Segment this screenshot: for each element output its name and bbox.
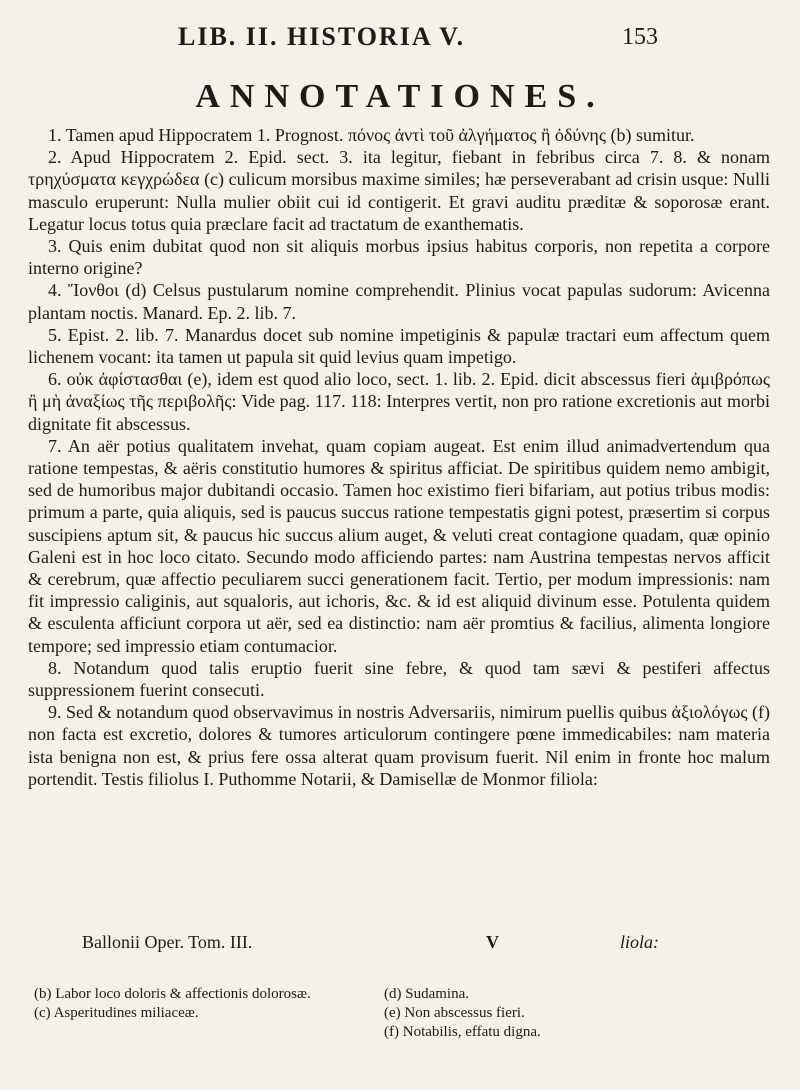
running-title: LIB. II. HISTORIA V. xyxy=(178,22,466,51)
page-number: 153 xyxy=(622,24,658,50)
annotation-9: 9. Sed & notandum quod observavimus in nostris Adversariis, nimirum puellis quibus ἀξιολόγως (f) non facta est excretio, dolores & tumores articulorum contingere pœne immedicabiles: nam materia ista benigna non est, & prius fere ossa alterat quam provisum fuerit. Nil enim in fronte hoc malum portendit. Testis filiolus I. Puthomme Notarii, & Damisellæ de Monmor filiola: xyxy=(28,702,770,789)
footnote-b: (b) Labor loco doloris & affectionis dolorosæ. xyxy=(34,986,311,1002)
annotation-3: 3. Quis enim dubitat quod non sit aliquis morbus ipsius habitus corporis, non repetita a corpore interno origine? xyxy=(28,236,770,279)
page-header xyxy=(0,22,800,56)
footnote-e: (e) Non abscessus fieri. xyxy=(384,1005,525,1021)
footnotes-right xyxy=(384,986,744,1043)
footnote-c: (c) Asperitudines miliaceæ. xyxy=(34,1005,199,1021)
section-title: ANNOTATIONES. xyxy=(195,78,605,115)
annotation-1: 1. Tamen apud Hippocratem 1. Prognost. πόνος ἀντὶ τοῦ ἀλγήματος ἢ ὀδύνης (b) sumitur. xyxy=(48,125,695,145)
annotation-8: 8. Notandum quod talis eruptio fuerit sine febre, & quod tam sævi & pestiferi affectus suppressionem fuerint consecuti. xyxy=(28,657,770,701)
annotations-body xyxy=(28,124,770,790)
book-reference: Ballonii Oper. Tom. III. xyxy=(82,932,253,952)
annotation-5: 5. Epist. 2. lib. 7. Manardus docet sub nomine impetiginis & papulæ tractari eum affectum quem lichenem vocant: ita tamen ut papula sit quid levius quam impetigo. xyxy=(28,324,770,368)
signature-mark: V xyxy=(486,932,499,952)
footnote-d: (d) Sudamina. xyxy=(384,986,469,1002)
annotation-6: 6. οὐκ ἀφίστασθαι (e), idem est quod alio loco, sect. 1. lib. 2. Epid. dicit abscessus fieri ἀμιβρόπως ἢ μὴ ἀναξίως τῆς περιβολῆς: Vide pag. 117. 118: Interpres vertit, non pro ratione excretionis aut morbi dignitate fit abscessus. xyxy=(28,369,770,434)
catchword: liola: xyxy=(620,932,659,952)
annotation-4: 4. Ἴονθοι (d) Celsus pustularum nomine comprehendit. Plinius vocat papulas sudorum: Avicenna plantam noctis. Manard. Ep. 2. lib. 7. xyxy=(28,280,770,323)
footnotes-left xyxy=(34,986,364,1024)
footnote-f: (f) Notabilis, effatu digna. xyxy=(384,1024,541,1040)
annotation-2: 2. Apud Hippocratem 2. Epid. sect. 3. ita legitur, fiebant in febribus circa 7. 8. & nonam τρηχύσματα κεγχρώδεα (c) culicum morsibus maxime similes; hæ perseverabant ad crisin usque: Nulli masculo eruperunt: Nulla mulier obiit cui id contigerit. Et gravi auditu præditæ & soporosæ erant. Legatur locus totus quia præclare facit ad tractatum de exanthematis. xyxy=(28,147,770,234)
annotation-7: 7. An aër potius qualitatem invehat, quam copiam augeat. Est enim illud animadvertendum qua ratione tempestas, & aëris constitutio humores & spiritus afficiat. De spiritibus quidem nemo ambigit, sed de humoribus major dubitandi occasio. Tamen hoc existimo fieri bifariam, aut potius tribus modis: primum a parte, quia aliquis, sed is paucus succus ratione tempestatis gigni potest, præsertim si corpus suscipiens aptum sit, & paucus hic succus alium auget, & veluti creat contagione quadam, quæ opinio Galeni est in hoc loco citato. Secundo modo afficiendo partes: nam Austrina tempestas nervos afficit & cerebrum, quæ affectio peculiarem succi generationem facit. Tertio, per modum impressionis: nam fit impressio caliginis, aut squaloris, aut ichoris, &c. & id est aliquid divinum esse. Potulenta quidem & esculenta afficiunt corpora ut aër, sed ea distinctio: nam aër promtius & facilius, alimenta longiore tempore; sed impressio etiam contumacior. xyxy=(28,435,770,656)
